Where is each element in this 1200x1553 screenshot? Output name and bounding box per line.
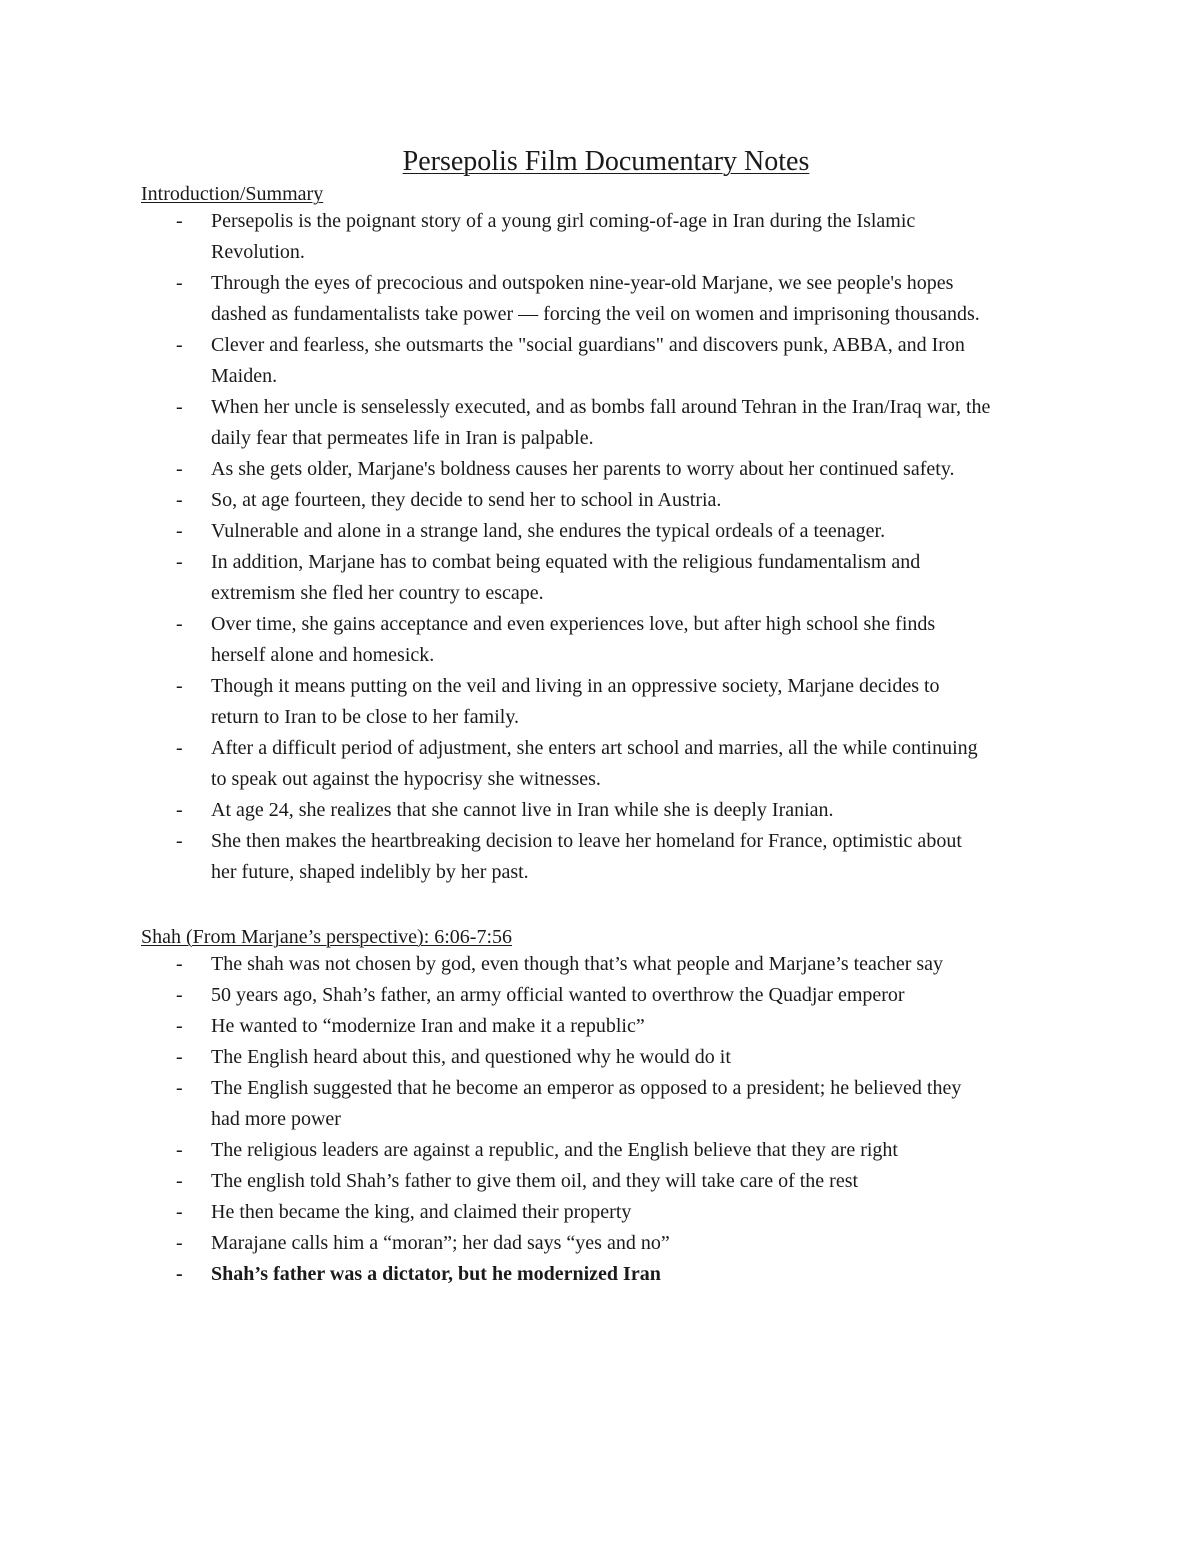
list-item-text: Through the eyes of precocious and outspoken nine-year-old Marjane, we see people's hopes dashed as fundamentalists take power — forcing the veil on women and imprisoning thousands.: [211, 272, 980, 325]
list-item-text: Clever and fearless, she outsmarts the "social guardians" and discovers punk, ABBA, and Iron Maiden.: [211, 334, 965, 387]
list-item: [141, 826, 991, 888]
list-item: [141, 980, 991, 1011]
bullet-dash: -: [176, 1263, 183, 1285]
list-item-text: The religious leaders are against a republic, and the English believe that they are right: [211, 1139, 898, 1161]
list-item-text: So, at age fourteen, they decide to send her to school in Austria.: [211, 489, 722, 511]
list-item-bold: [141, 1259, 991, 1290]
bullet-dash: -: [176, 1170, 183, 1192]
bullet-dash: -: [176, 830, 183, 852]
list-item: [141, 733, 991, 795]
bullet-dash: -: [176, 1201, 183, 1223]
list-item-text: Marajane calls him a “moran”; her dad says “yes and no”: [211, 1232, 670, 1254]
bullet-dash: -: [176, 396, 183, 418]
bullet-dash: -: [176, 1015, 183, 1037]
bullet-dash: -: [176, 1139, 183, 1161]
shah-list: [141, 949, 1061, 1290]
list-item: [141, 547, 991, 609]
list-item-text: He then became the king, and claimed their property: [211, 1201, 632, 1223]
bullet-dash: -: [176, 799, 183, 821]
list-item-text: Persepolis is the poignant story of a young girl coming-of-age in Iran during the Islamic Revolution.: [211, 210, 916, 263]
list-item-text: The shah was not chosen by god, even though that’s what people and Marjane’s teacher say: [211, 953, 944, 975]
bullet-dash: -: [176, 272, 183, 294]
document-title: Persepolis Film Documentary Notes: [402, 146, 810, 177]
introduction-list: [141, 206, 1061, 888]
list-item: [141, 1228, 991, 1259]
section-heading-introduction: Introduction/Summary: [141, 183, 324, 205]
bullet-dash: -: [176, 458, 183, 480]
bullet-dash: -: [176, 737, 183, 759]
list-item: [141, 1073, 991, 1135]
list-item-text: When her uncle is senselessly executed, and as bombs fall around Tehran in the Iran/Iraq war, the daily fear that permeates life in Iran is palpable.: [211, 396, 991, 449]
bullet-dash: -: [176, 675, 183, 697]
bullet-dash: -: [176, 210, 183, 232]
bullet-dash: -: [176, 551, 183, 573]
list-item: [141, 516, 991, 547]
document-body: [141, 144, 1061, 1290]
bullet-dash: -: [176, 489, 183, 511]
bullet-dash: -: [176, 520, 183, 542]
bullet-dash: -: [176, 984, 183, 1006]
list-item-text: The English heard about this, and questioned why he would do it: [211, 1046, 731, 1068]
bullet-dash: -: [176, 953, 183, 975]
list-item-text: Though it means putting on the veil and living in an oppressive society, Marjane decides to return to Iran to be close to her family.: [211, 675, 940, 728]
bullet-dash: -: [176, 1077, 183, 1099]
list-item: [141, 1042, 991, 1073]
list-item-text: Over time, she gains acceptance and even experiences love, but after high school she finds herself alone and homesick.: [211, 613, 936, 666]
list-item: [141, 1135, 991, 1166]
list-item-text: He wanted to “modernize Iran and make it a republic”: [211, 1015, 645, 1037]
list-item-text: She then makes the heartbreaking decision to leave her homeland for France, optimistic about her future, shaped indelibly by her past.: [211, 830, 962, 883]
bullet-dash: -: [176, 1046, 183, 1068]
list-item-text: In addition, Marjane has to combat being equated with the religious fundamentalism and extremism she fled her country to escape.: [211, 551, 921, 604]
list-item: [141, 1166, 991, 1197]
section-spacer: [141, 888, 1061, 925]
list-item-text: Shah’s father was a dictator, but he modernized Iran: [211, 1263, 661, 1285]
list-item: [141, 206, 991, 268]
list-item: [141, 268, 991, 330]
bullet-dash: -: [176, 334, 183, 356]
list-item-text: Vulnerable and alone in a strange land, she endures the typical ordeals of a teenager.: [211, 520, 886, 542]
list-item: [141, 330, 991, 392]
list-item-text: As she gets older, Marjane's boldness causes her parents to worry about her continued safety.: [211, 458, 955, 480]
list-item-text: The english told Shah’s father to give them oil, and they will take care of the rest: [211, 1170, 859, 1192]
list-item: [141, 949, 991, 980]
list-item: [141, 1011, 991, 1042]
list-item: [141, 454, 991, 485]
list-item-text: 50 years ago, Shah’s father, an army official wanted to overthrow the Quadjar emperor: [211, 984, 905, 1006]
list-item: [141, 1197, 991, 1228]
list-item: [141, 795, 991, 826]
bullet-dash: -: [176, 1232, 183, 1254]
list-item: [141, 609, 991, 671]
list-item-text: The English suggested that he become an emperor as opposed to a president; he believed they had more power: [211, 1077, 962, 1130]
list-item: [141, 392, 991, 454]
bullet-dash: -: [176, 613, 183, 635]
list-item-text: At age 24, she realizes that she cannot live in Iran while she is deeply Iranian.: [211, 799, 834, 821]
list-item-text: After a difficult period of adjustment, she enters art school and marries, all the while continuing to speak out against the hypocrisy she witnesses.: [211, 737, 978, 790]
list-item: [141, 485, 991, 516]
section-heading-shah: Shah (From Marjane’s perspective): 6:06-7:56: [141, 926, 513, 948]
list-item: [141, 671, 991, 733]
